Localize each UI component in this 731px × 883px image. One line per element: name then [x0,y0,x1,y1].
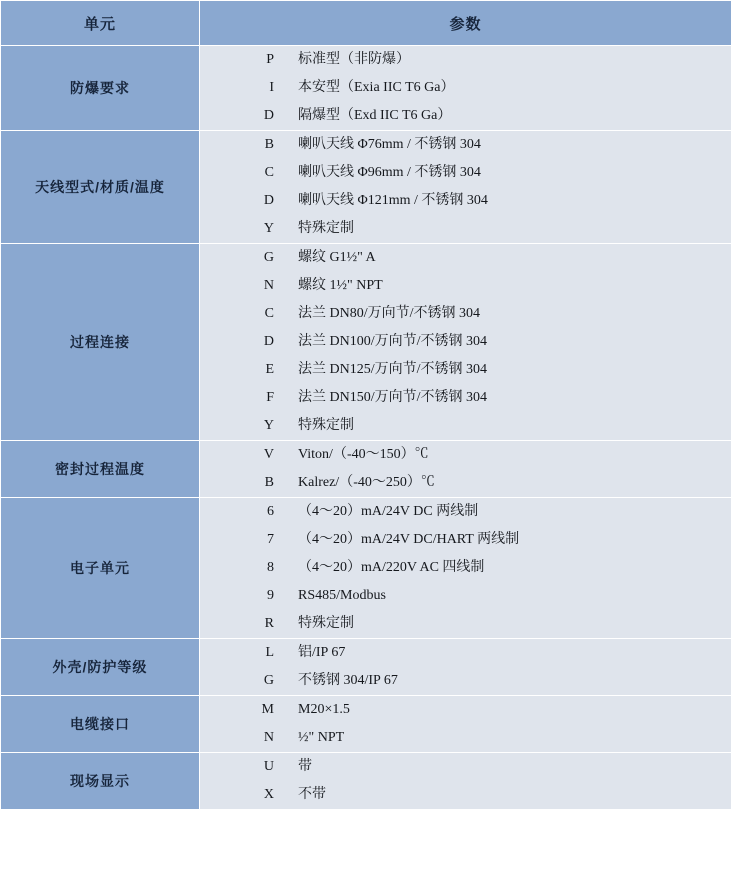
option-list [200,753,731,809]
option-list [200,441,731,497]
option-code: 8 [267,560,274,575]
param-cell [200,441,731,498]
option-code: 7 [267,532,274,547]
option-description: 隔爆型（Exd IIC T6 Ga） [298,108,452,123]
option-item [200,187,731,215]
table-body [1,46,731,810]
option-item [200,610,731,638]
option-item [200,639,731,667]
option-item [200,441,731,469]
option-code: C [264,165,274,180]
option-code: D [263,334,274,349]
option-description: 铝/IP 67 [298,645,346,660]
option-list [200,244,731,440]
unit-cell: 防爆要求 [1,46,200,131]
option-description: Viton/（-40～150）℃ [298,447,429,462]
option-item [200,696,731,724]
option-description: 法兰 DN125/万向节/不锈钢 304 [298,362,487,377]
option-description: 螺纹 1½" NPT [298,278,383,293]
table-row [1,753,731,810]
option-description: Kalrez/（-40～250）℃ [298,475,435,490]
option-description: 特殊定制 [298,616,354,631]
unit-cell: 电缆接口 [1,696,200,753]
option-description: 喇叭天线 Φ96mm / 不锈钢 304 [298,165,481,180]
option-code: M [261,702,274,717]
option-code: U [263,759,274,774]
option-list [200,639,731,695]
option-description: 法兰 DN80/万向节/不锈钢 304 [298,306,480,321]
param-cell [200,131,731,244]
table-row [1,244,731,441]
option-description: 不锈钢 304/IP 67 [298,673,398,688]
option-item [200,356,731,384]
option-code: D [263,108,274,123]
option-item [200,102,731,130]
table-row [1,441,731,498]
option-code: R [264,616,274,631]
option-description: 螺纹 G1½" A [298,250,376,265]
option-description: 本安型（Exia IIC T6 Ga） [298,80,455,95]
option-item [200,131,731,159]
unit-cell: 电子单元 [1,498,200,639]
option-code: N [263,730,274,745]
option-description: 喇叭天线 Φ121mm / 不锈钢 304 [298,193,488,208]
param-cell [200,696,731,753]
option-code: X [263,787,274,802]
option-list [200,696,731,752]
option-item [200,724,731,752]
option-description: 特殊定制 [298,221,354,236]
option-code: 9 [267,588,274,603]
option-list [200,131,731,243]
option-item [200,412,731,440]
param-cell [200,46,731,131]
option-item [200,244,731,272]
option-code: G [263,250,274,265]
param-cell [200,753,731,810]
option-item [200,300,731,328]
table-header [1,1,731,46]
option-code: Y [263,221,274,236]
option-item [200,159,731,187]
option-item [200,384,731,412]
option-item [200,781,731,809]
table-header-row [1,1,731,46]
option-code: L [265,645,274,660]
option-item [200,328,731,356]
param-cell [200,639,731,696]
option-description: 带 [298,759,312,774]
option-code: D [263,193,274,208]
option-code: I [269,80,274,95]
option-description: ½" NPT [298,730,345,745]
table-row [1,696,731,753]
option-item [200,667,731,695]
unit-cell: 过程连接 [1,244,200,441]
unit-cell: 外壳/防护等级 [1,639,200,696]
option-description: M20×1.5 [298,702,350,717]
option-item [200,526,731,554]
table-row [1,498,731,639]
option-code: F [266,390,274,405]
option-item [200,215,731,243]
table-row [1,131,731,244]
option-item [200,753,731,781]
param-cell [200,244,731,441]
unit-cell: 现场显示 [1,753,200,810]
unit-cell: 天线型式/材质/温度 [1,131,200,244]
option-description: 法兰 DN150/万向节/不锈钢 304 [298,390,487,405]
option-code: E [265,362,274,377]
table-row [1,639,731,696]
option-code: N [263,278,274,293]
option-item [200,582,731,610]
option-code: B [264,137,274,152]
column-header-unit: 单元 [1,1,200,46]
option-code: B [264,475,274,490]
option-item [200,554,731,582]
option-code: Y [263,418,274,433]
option-description: （4～20）mA/24V DC/HART 两线制 [298,532,520,547]
option-item [200,469,731,497]
column-header-param: 参数 [200,1,731,46]
table-row [1,46,731,131]
option-description: （4～20）mA/220V AC 四线制 [298,560,485,575]
option-description: （4～20）mA/24V DC 两线制 [298,504,479,519]
option-code: V [263,447,274,462]
param-cell [200,498,731,639]
option-list [200,498,731,638]
option-description: RS485/Modbus [298,588,386,603]
option-description: 特殊定制 [298,418,354,433]
option-description: 不带 [298,787,326,802]
option-description: 标准型（非防爆） [298,52,410,67]
option-code: C [264,306,274,321]
option-item [200,74,731,102]
option-description: 法兰 DN100/万向节/不锈钢 304 [298,334,487,349]
option-description: 喇叭天线 Φ76mm / 不锈钢 304 [298,137,481,152]
option-list [200,46,731,130]
option-item [200,46,731,74]
option-item [200,272,731,300]
option-code: G [263,673,274,688]
unit-cell: 密封过程温度 [1,441,200,498]
option-code: P [266,52,274,67]
option-item [200,498,731,526]
option-code: 6 [267,504,274,519]
